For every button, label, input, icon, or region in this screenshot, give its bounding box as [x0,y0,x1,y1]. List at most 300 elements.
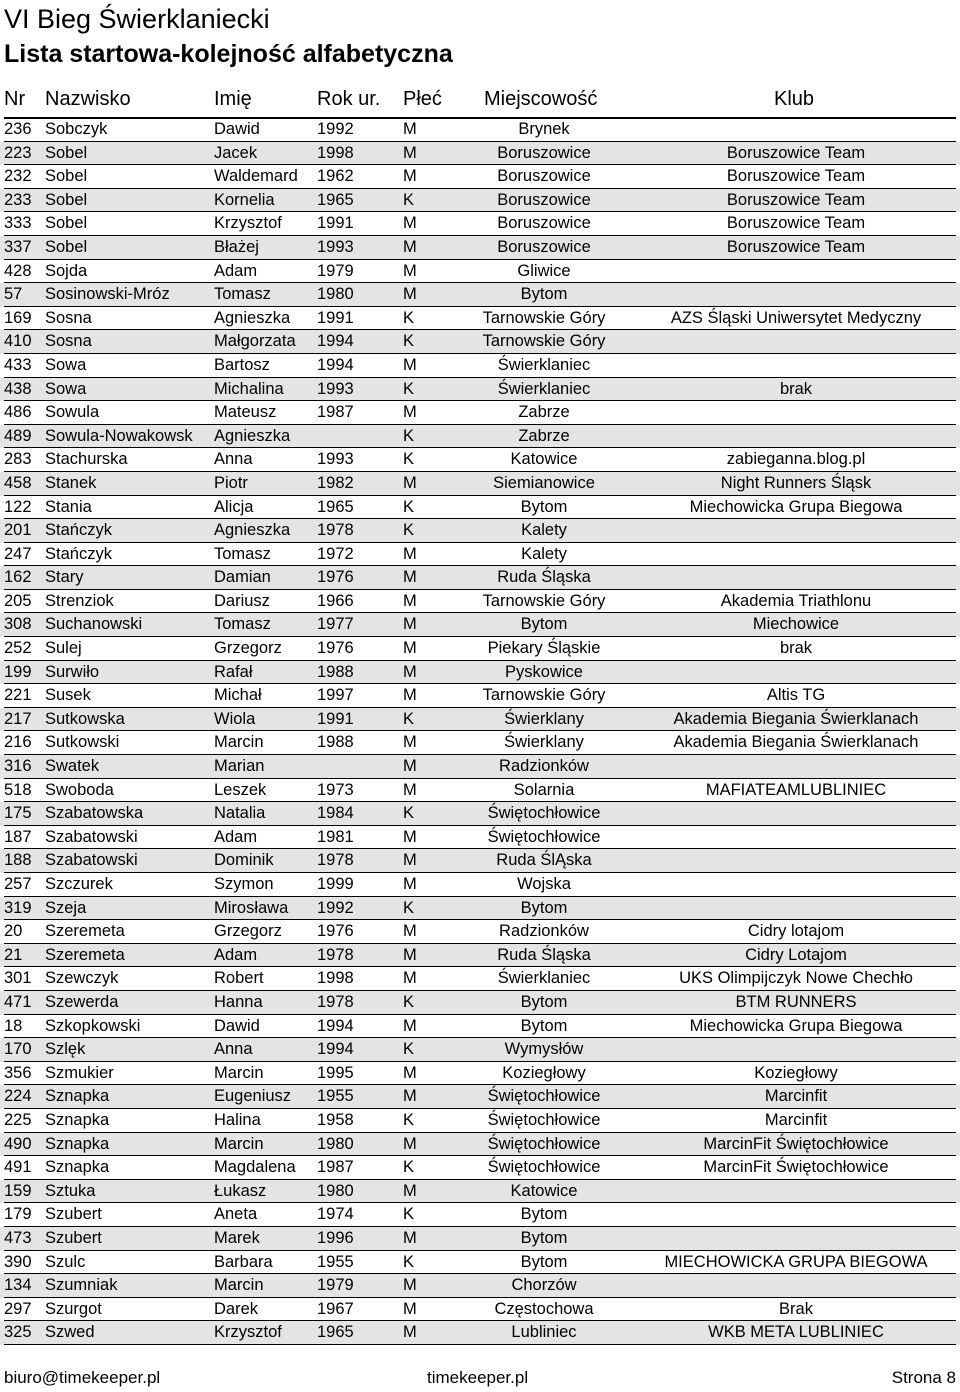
cell-miejscowosc: Boruszowice [497,237,591,256]
cell-nazwisko: Sobel [45,214,88,233]
cell-klub: MIECHOWICKA GRUPA BIEGOWA [664,1252,928,1271]
cell-nazwisko: Szurgot [45,1299,102,1318]
column-header-plec: Płeć [403,88,442,110]
cell-rok: 1978 [317,521,354,540]
cell-miejscowosc: Tarnowskie Góry [482,686,606,705]
cell-nr: 169 [4,308,32,327]
cell-nazwisko: Szulc [45,1252,86,1271]
table-row [0,1227,960,1251]
cell-nr: 57 [4,285,23,304]
cell-nazwisko: Sowula-Nowakowsk [45,426,193,445]
cell-imie: Dominik [214,851,274,870]
cell-plec: M [403,780,417,799]
cell-plec: M [403,1276,417,1295]
cell-nazwisko: Strenziok [45,591,114,610]
cell-plec: M [403,120,417,138]
cell-klub: brak [779,379,813,398]
cell-nr: 170 [4,1040,32,1059]
cell-miejscowosc: Świętochłowice [487,1110,601,1129]
document-subtitle: Lista startowa-kolejność alfabetyczna [4,40,453,68]
cell-miejscowosc: Boruszowice [497,143,591,162]
cell-klub: Koziegłowy [754,1063,838,1082]
table-row [0,802,960,826]
cell-nr: 257 [4,875,32,893]
table-row [0,1085,960,1109]
cell-rok: 1958 [317,1110,354,1129]
cell-imie: Magdalena [214,1158,296,1177]
cell-plec: M [403,1323,417,1342]
cell-nr: 283 [4,450,32,469]
table-row [0,613,960,637]
cell-imie: Robert [214,969,264,988]
cell-rok: 1993 [317,237,354,256]
table-row [0,519,960,543]
table-row [0,354,960,378]
page-footer [0,1366,960,1390]
cell-nazwisko: Sznapka [45,1110,110,1129]
cell-plec: K [403,190,415,209]
table-row [0,708,960,732]
cell-imie: Waldemard [214,167,298,186]
cell-imie: Agnieszka [214,308,291,327]
cell-nazwisko: Szkopkowski [45,1016,141,1035]
table-row [0,897,960,921]
cell-rok: 1988 [317,733,354,752]
cell-nr: 201 [4,521,32,540]
cell-imie: Michał [214,686,262,705]
table-row [0,1180,960,1204]
cell-rok: 1974 [317,1205,354,1224]
cell-nr: 316 [4,757,32,776]
cell-nr: 252 [4,639,32,658]
cell-miejscowosc: Boruszowice [497,167,591,186]
cell-nr: 122 [4,497,32,516]
table-row [0,684,960,708]
cell-nazwisko: Szlęk [45,1040,86,1059]
cell-nr: 236 [4,120,32,138]
cell-imie: Piotr [214,473,248,492]
table-row [0,755,960,779]
footer-page-number: Strona 8 [891,1368,956,1387]
cell-nr: 134 [4,1276,32,1295]
cell-nazwisko: Sobel [45,237,88,256]
cell-rok: 1994 [317,1016,354,1035]
column-header-rok: Rok ur. [317,88,381,110]
cell-imie: Grzegorz [214,922,282,941]
cell-plec: M [403,662,417,681]
cell-nr: 518 [4,780,32,799]
cell-miejscowosc: Bytom [520,1252,568,1271]
cell-imie: Adam [214,827,258,846]
column-header-klub: Klub [774,88,815,110]
cell-rok: 1991 [317,214,354,233]
cell-miejscowosc: Wymysłów [504,1040,584,1059]
cell-miejscowosc: Bytom [520,285,568,304]
cell-nazwisko: Stania [45,497,92,516]
cell-imie: Alicja [214,497,254,516]
cell-rok: 1972 [317,544,354,563]
table-row [0,142,960,166]
cell-miejscowosc: Chorzów [511,1276,577,1295]
table-row [0,212,960,236]
table-row [0,283,960,307]
cell-klub: Boruszowice Team [726,167,866,186]
table-row [0,637,960,661]
cell-nr: 179 [4,1205,32,1224]
cell-imie: Marcin [214,733,264,752]
cell-klub: Akademia Biegania Świerklanach [673,709,919,728]
table-row [0,1109,960,1133]
cell-imie: Michalina [214,379,284,398]
cell-nazwisko: Stary [45,568,84,587]
cell-imie: Adam [214,945,258,964]
cell-imie: Marcin [214,1276,264,1295]
cell-imie: Damian [214,568,271,587]
cell-nazwisko: Szeremeta [45,922,125,941]
cell-nr: 225 [4,1110,32,1129]
cell-nazwisko: Sznapka [45,1134,110,1153]
table-row [0,425,960,449]
cell-nr: 308 [4,615,32,634]
cell-klub: brak [779,639,813,658]
cell-plec: K [403,379,415,398]
cell-rok: 1991 [317,709,354,728]
cell-plec: M [403,285,417,304]
cell-plec: M [403,615,417,634]
cell-imie: Halina [214,1110,261,1129]
cell-miejscowosc: Bytom [520,615,568,634]
cell-rok: 1962 [317,167,354,186]
cell-nr: 297 [4,1299,32,1318]
cell-plec: M [403,1087,417,1106]
cell-miejscowosc: Brynek [518,120,570,138]
cell-rok: 1978 [317,992,354,1011]
cell-imie: Barbara [214,1252,273,1271]
cell-imie: Grzegorz [214,639,282,658]
cell-klub: Boruszowice Team [726,214,866,233]
cell-nazwisko: Sobel [45,167,88,186]
cell-klub: Akademia Biegania Świerklanach [673,733,919,752]
footer-site: timekeeper.pl [427,1368,529,1387]
table-row [0,1251,960,1275]
cell-nazwisko: Sztuka [45,1181,96,1200]
cell-imie: Wiola [214,709,256,728]
cell-nr: 205 [4,591,32,610]
cell-nr: 221 [4,686,32,705]
start-list-table [0,118,960,1345]
cell-imie: Marian [214,757,265,776]
table-row [0,1274,960,1298]
table-row [0,944,960,968]
cell-rok: 1981 [317,827,354,846]
cell-nr: 224 [4,1087,32,1106]
cell-plec: K [403,308,415,327]
cell-nr: 473 [4,1228,32,1247]
cell-miejscowosc: Tarnowskie Góry [482,591,606,610]
cell-plec: M [403,827,417,846]
table-row [0,543,960,567]
cell-plec: M [403,757,417,776]
cell-miejscowosc: Lubliniec [511,1323,577,1342]
cell-imie: Bartosz [214,355,270,374]
cell-miejscowosc: Ruda ŚlĄska [496,851,592,870]
cell-klub: Akademia Triathlonu [720,591,872,610]
table-row [0,118,960,142]
cell-imie: Krzysztof [214,1323,282,1342]
cell-rok: 1955 [317,1252,354,1271]
cell-nazwisko: Szmukier [45,1063,114,1082]
cell-imie: Jacek [214,143,258,162]
cell-nazwisko: Sobczyk [45,120,108,138]
cell-nazwisko: Sojda [45,261,88,280]
table-row [0,260,960,284]
cell-nr: 162 [4,568,32,587]
cell-plec: M [403,568,417,587]
cell-miejscowosc: Świętochłowice [487,804,601,823]
cell-imie: Anna [214,450,253,469]
cell-rok: 1993 [317,379,354,398]
cell-rok: 1982 [317,473,354,492]
cell-imie: Eugeniusz [214,1087,292,1106]
cell-rok: 1976 [317,568,354,587]
cell-plec: K [403,1110,415,1129]
cell-miejscowosc: Częstochowa [494,1299,594,1318]
cell-plec: K [403,450,415,469]
cell-plec: M [403,686,417,705]
cell-nazwisko: Szewerda [45,992,119,1011]
cell-miejscowosc: Radzionków [499,757,589,776]
cell-rok: 1998 [317,143,354,162]
cell-nr: 20 [4,922,23,941]
table-row [0,873,960,897]
cell-rok: 1965 [317,1323,354,1342]
cell-nr: 337 [4,237,32,256]
cell-nazwisko: Stanek [45,473,97,492]
cell-klub: UKS Olimpijczyk Nowe Chechło [679,969,913,988]
table-row [0,661,960,685]
cell-imie: Krzysztof [214,214,282,233]
cell-nazwisko: Szabatowski [45,827,138,846]
document-title: VI Bieg Świerklaniecki [4,4,270,34]
table-row [0,590,960,614]
table-row [0,779,960,803]
cell-rok: 1978 [317,851,354,870]
cell-rok: 1980 [317,285,354,304]
cell-miejscowosc: Pyskowice [505,662,583,681]
table-row [0,1156,960,1180]
cell-plec: K [403,898,415,917]
cell-nr: 21 [4,945,23,964]
cell-miejscowosc: Zabrze [518,403,570,422]
cell-plec: K [403,1040,415,1059]
table-row [0,307,960,331]
cell-nazwisko: Szabatowski [45,851,138,870]
cell-nazwisko: Swoboda [45,780,114,799]
cell-klub: Altis TG [766,686,826,705]
cell-nazwisko: Szeremeta [45,945,125,964]
cell-imie: Błażej [214,237,259,256]
cell-imie: Darek [214,1299,259,1318]
cell-nr: 233 [4,190,32,209]
cell-imie: Dawid [214,120,260,138]
cell-rok: 1955 [317,1087,354,1106]
cell-imie: Agnieszka [214,426,291,445]
cell-plec: M [403,591,417,610]
cell-nazwisko: Sosna [45,332,92,351]
cell-rok: 1976 [317,922,354,941]
cell-plec: M [403,237,417,256]
cell-plec: M [403,1134,417,1153]
cell-imie: Kornelia [214,190,275,209]
cell-nazwisko: Szczurek [45,875,113,893]
cell-nazwisko: Swatek [45,757,100,776]
cell-plec: M [403,261,417,280]
cell-imie: Natalia [214,804,266,823]
cell-klub: MAFIATEAMLUBLINIEC [705,780,887,799]
cell-plec: K [403,1158,415,1177]
cell-nazwisko: Stańczyk [45,544,112,563]
cell-nr: 356 [4,1063,32,1082]
table-row [0,1038,960,1062]
table-row [0,236,960,260]
cell-plec: M [403,544,417,563]
cell-klub: Marcinfit [764,1110,828,1129]
cell-rok: 1979 [317,1276,354,1295]
cell-miejscowosc: Koziegłowy [502,1063,586,1082]
cell-klub: zabieganna.blog.pl [726,450,866,469]
table-row [0,1203,960,1227]
cell-plec: M [403,167,417,186]
cell-rok: 1978 [317,945,354,964]
cell-nazwisko: Szwed [45,1323,95,1342]
table-row [0,1298,960,1322]
cell-rok: 1999 [317,875,354,893]
table-row [0,1015,960,1039]
cell-klub: Cidry lotajom [747,922,845,941]
cell-rok: 1980 [317,1134,354,1153]
cell-rok: 1967 [317,1299,354,1318]
cell-klub: Miechowicka Grupa Biegowa [689,497,903,516]
cell-nr: 187 [4,827,32,846]
cell-rok: 1980 [317,1181,354,1200]
cell-imie: Rafał [214,662,253,681]
cell-rok: 1988 [317,662,354,681]
cell-miejscowosc: Boruszowice [497,214,591,233]
cell-nr: 319 [4,898,32,917]
cell-plec: M [403,1228,417,1247]
cell-plec: M [403,214,417,233]
cell-imie: Marcin [214,1134,264,1153]
cell-plec: M [403,1016,417,1035]
cell-nr: 458 [4,473,32,492]
cell-miejscowosc: Piekary Śląskie [487,639,601,658]
cell-rok: 1976 [317,639,354,658]
cell-miejscowosc: Katowice [510,1181,578,1200]
cell-miejscowosc: Świerklany [504,709,584,728]
cell-imie: Mateusz [214,403,277,422]
cell-nr: 159 [4,1181,32,1200]
cell-nr: 490 [4,1134,32,1153]
cell-rok: 1979 [317,261,354,280]
cell-imie: Agnieszka [214,521,291,540]
cell-nr: 471 [4,992,32,1011]
cell-nazwisko: Szubert [45,1205,102,1224]
cell-nr: 390 [4,1252,32,1271]
cell-klub: MarcinFit Świętochłowice [703,1134,889,1153]
cell-nazwisko: Szeja [45,898,87,917]
cell-plec: M [403,875,417,893]
cell-nr: 486 [4,403,32,422]
cell-nr: 489 [4,426,32,445]
cell-miejscowosc: Zabrze [518,426,570,445]
cell-imie: Tomasz [214,544,271,563]
cell-plec: K [403,804,415,823]
table-row [0,330,960,354]
table-row [0,991,960,1015]
cell-rok: 1973 [317,780,354,799]
cell-klub: Miechowicka Grupa Biegowa [689,1016,903,1035]
cell-miejscowosc: Tarnowskie Góry [482,308,606,327]
cell-klub: Boruszowice Team [726,143,866,162]
cell-miejscowosc: Bytom [520,1228,568,1247]
table-row [0,1062,960,1086]
cell-klub: Miechowice [752,615,840,634]
table-header [0,86,960,116]
cell-nazwisko: Szewczyk [45,969,119,988]
cell-plec: K [403,1252,415,1271]
cell-rok: 1987 [317,403,354,422]
cell-imie: Anna [214,1040,253,1059]
cell-plec: K [403,1205,415,1224]
cell-nazwisko: Szabatowska [45,804,144,823]
cell-nazwisko: Stachurska [45,450,128,469]
cell-plec: K [403,426,415,445]
cell-plec: M [403,922,417,941]
cell-klub: MarcinFit Świętochłowice [703,1158,889,1177]
cell-plec: M [403,1063,417,1082]
cell-imie: Dariusz [214,591,270,610]
cell-nr: 18 [4,1016,23,1035]
cell-klub: Boruszowice Team [726,237,866,256]
cell-imie: Hanna [214,992,263,1011]
table-row [0,472,960,496]
cell-imie: Leszek [214,780,267,799]
cell-miejscowosc: Solarnia [513,780,575,799]
cell-imie: Mirosława [214,898,289,917]
cell-rok: 1977 [317,615,354,634]
table-row [0,849,960,873]
cell-plec: M [403,969,417,988]
cell-nazwisko: Sulej [45,639,82,658]
cell-plec: M [403,403,417,422]
table-row [0,496,960,520]
table-row [0,731,960,755]
cell-nazwisko: Sutkowska [45,709,125,728]
cell-plec: M [403,473,417,492]
cell-plec: M [403,733,417,752]
cell-rok: 1984 [317,804,354,823]
cell-rok: 1994 [317,1040,354,1059]
column-header-nr: Nr [4,88,26,110]
table-row [0,1321,960,1345]
cell-klub: Night Runners Śląsk [720,473,872,492]
cell-miejscowosc: Świerklaniec [497,969,591,988]
cell-nr: 301 [4,969,32,988]
cell-miejscowosc: Świętochłowice [487,1158,601,1177]
cell-nazwisko: Surwiło [45,662,100,681]
cell-miejscowosc: Świętochłowice [487,1087,601,1106]
table-row [0,165,960,189]
